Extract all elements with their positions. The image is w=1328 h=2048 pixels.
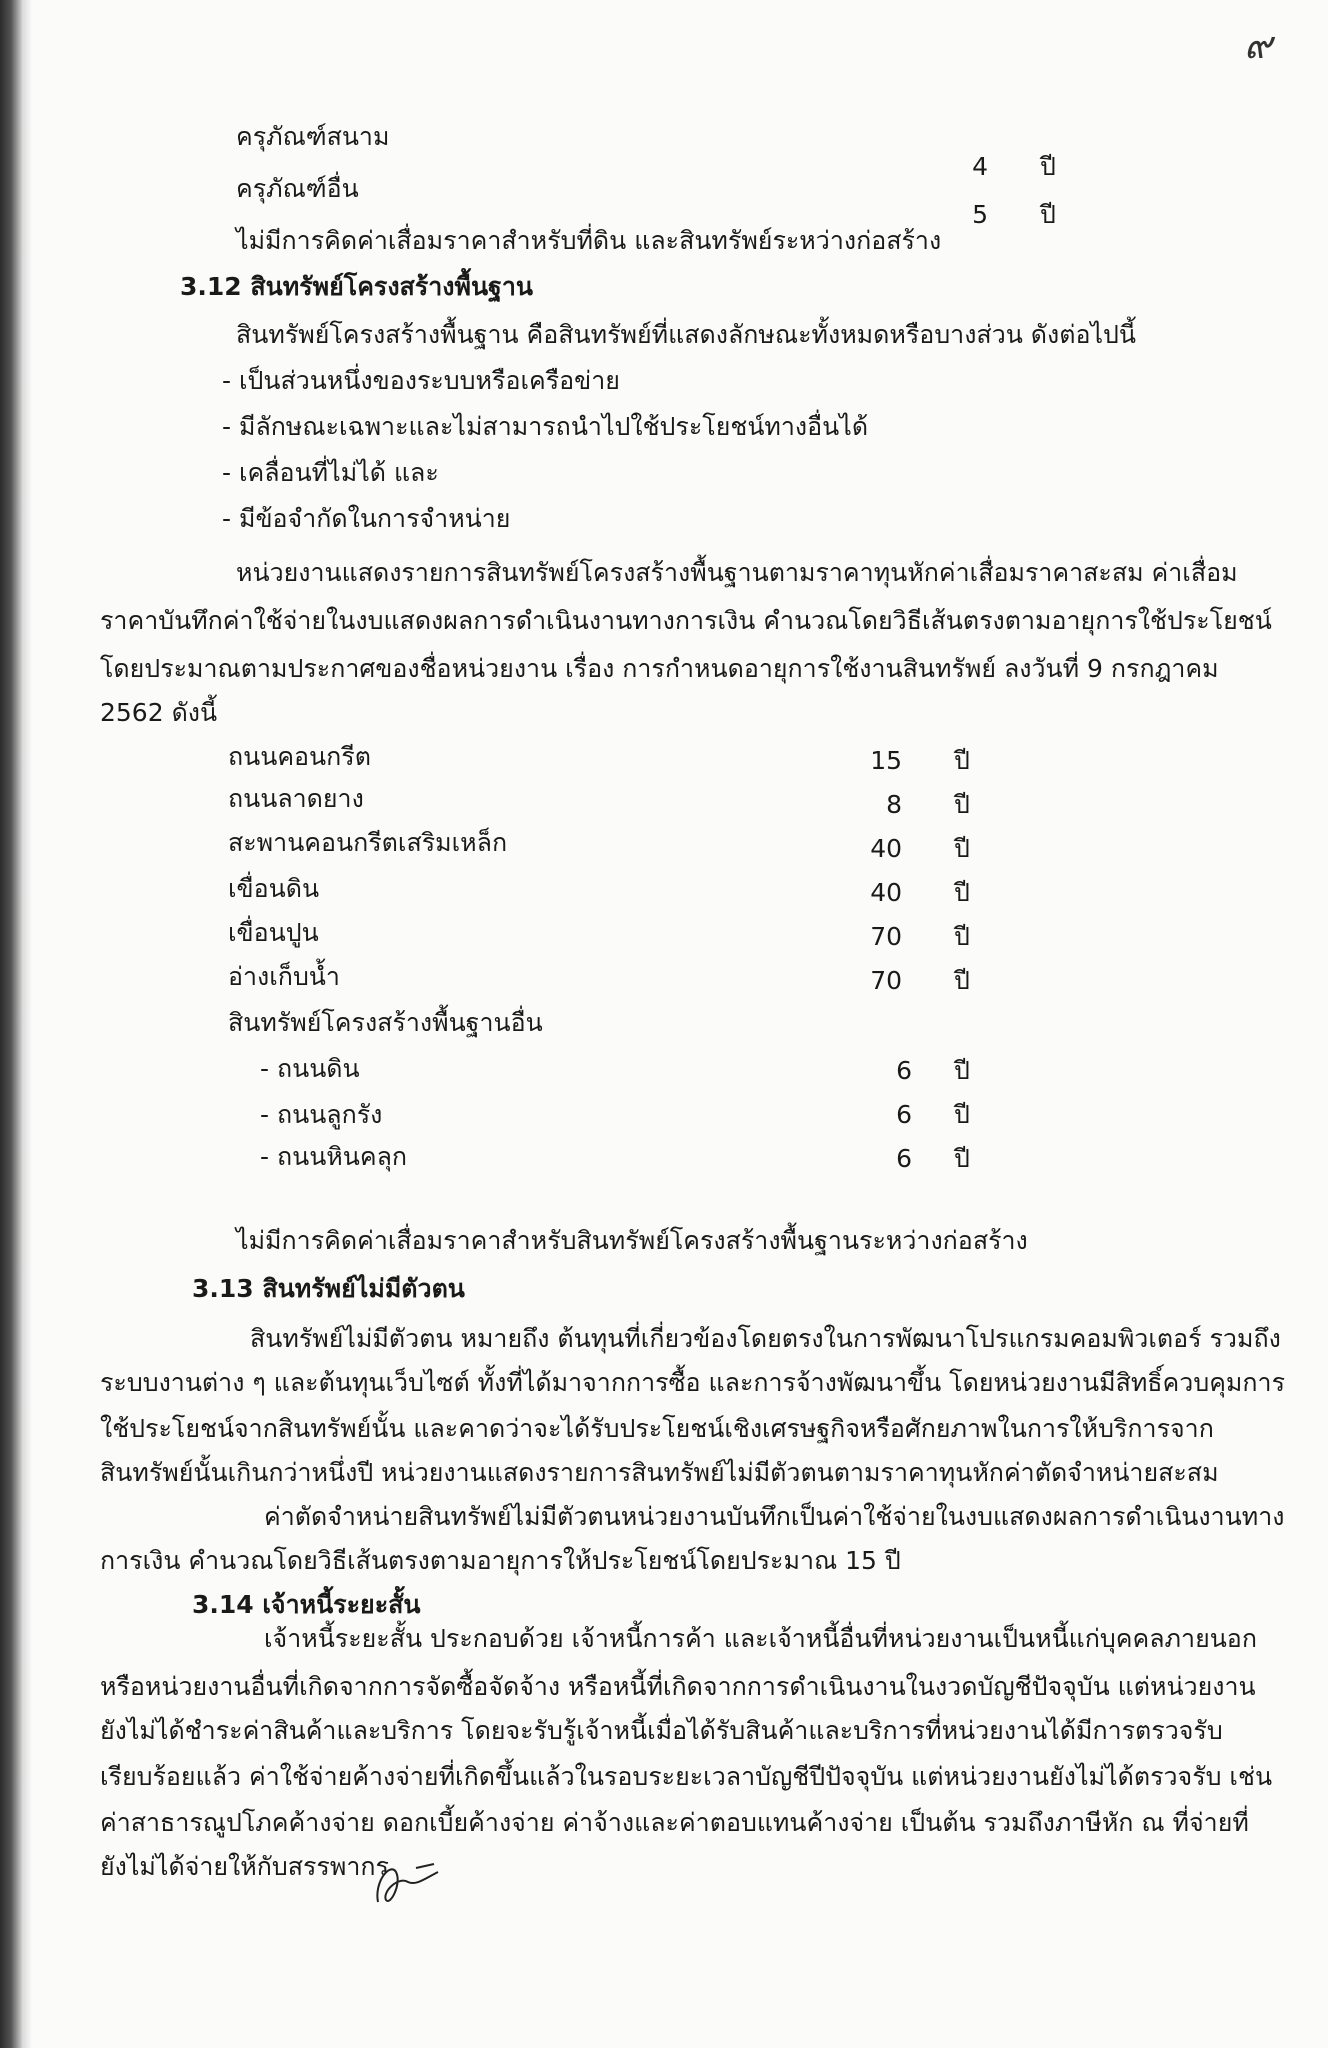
infra-label: ถนนคอนกรีต (228, 742, 371, 771)
life-value: 4 (972, 152, 988, 181)
infra-label: อ่างเก็บน้ำ (228, 962, 340, 991)
infra-unit: ปี (954, 1056, 970, 1085)
infra-unit: ปี (954, 790, 970, 819)
infra-value: 40 (870, 878, 902, 907)
bullet-line: - มีข้อจำกัดในการจำหน่าย (222, 504, 511, 533)
text-line: ยังไม่ได้จ่ายให้กับสรรพากร (100, 1852, 389, 1881)
text-line: ใช้ประโยชน์จากสินทรัพย์นั้น และคาดว่าจะได้รับประโยชน์เชิงเศรษฐกิจหรือศักยภาพในการให้บริการจาก (100, 1414, 1214, 1443)
infra-value: 70 (870, 966, 902, 995)
infra-value: 6 (896, 1144, 912, 1173)
infra-unit: ปี (954, 1144, 970, 1173)
scan-shadow-fade (22, 0, 32, 2048)
section-heading: 3.12 สินทรัพย์โครงสร้างพื้นฐาน (180, 272, 533, 301)
infra-value: 70 (870, 922, 902, 951)
infra-unit: ปี (954, 746, 970, 775)
text-line: หน่วยงานแสดงรายการสินทรัพย์โครงสร้างพื้นฐานตามราคาทุนหักค่าเสื่อมราคาสะสม ค่าเสื่อม (236, 558, 1238, 587)
text-line: เรียบร้อยแล้ว ค่าใช้จ่ายค้างจ่ายที่เกิดขึ้นแล้วในรอบระยะเวลาบัญชีปีปัจจุบัน แต่หน่วยงานยังไม่ได้ตรวจรับ เช่น (100, 1762, 1273, 1791)
page-number: ๙ (1244, 23, 1272, 67)
text-line: ไม่มีการคิดค่าเสื่อมราคาสำหรับสินทรัพย์โครงสร้างพื้นฐานระหว่างก่อสร้าง (236, 1226, 1028, 1255)
bullet-line: - เคลื่อนที่ไม่ได้ และ (222, 458, 439, 487)
bullet-line: - เป็นส่วนหนึ่งของระบบหรือเครือข่าย (222, 366, 620, 395)
text-line: การเงิน คำนวณโดยวิธีเส้นตรงตามอายุการให้ประโยชน์โดยประมาณ 15 ปี (100, 1546, 901, 1575)
text-line: ค่าสาธารณูปโภคค้างจ่าย ดอกเบี้ยค้างจ่าย ค่าจ้างและค่าตอบแทนค้างจ่าย เป็นต้น รวมถึงภาษีหัก ณ ที่จ่ายที่ (100, 1808, 1249, 1837)
infra-label: - ถนนดิน (260, 1054, 360, 1083)
text-line: ระบบงานต่าง ๆ และต้นทุนเว็บไซต์ ทั้งที่ได้มาจากการซื้อ และการจ้างพัฒนาขึ้น โดยหน่วยงานมีสิทธิ์ควบคุมการ (100, 1368, 1285, 1397)
text-line: ไม่มีการคิดค่าเสื่อมราคาสำหรับที่ดิน และสินทรัพย์ระหว่างก่อสร้าง (236, 226, 942, 255)
text-line: หรือหน่วยงานอื่นที่เกิดจากการจัดซื้อจัดจ้าง หรือหนี้ที่เกิดจากการดำเนินงานในงวดบัญชีปัจจุบัน แต่หน่วยงาน (100, 1672, 1256, 1701)
scan-shadow (0, 0, 22, 2048)
text-line: ราคาบันทึกค่าใช้จ่ายในงบแสดงผลการดำเนินงานทางการเงิน คำนวณโดยวิธีเส้นตรงตามอายุการใช้ประโยชน์ (100, 606, 1272, 635)
infra-unit: ปี (954, 834, 970, 863)
text-line: สินทรัพย์โครงสร้างพื้นฐาน คือสินทรัพย์ที่แสดงลักษณะทั้งหมดหรือบางส่วน ดังต่อไปนี้ (236, 320, 1136, 349)
infra-label: - ถนนหินคลุก (260, 1142, 408, 1171)
infra-unit: ปี (954, 1100, 970, 1129)
infra-value: 15 (870, 746, 902, 775)
text-line: โดยประมาณตามประกาศของชื่อหน่วยงาน เรื่อง การกำหนดอายุการใช้งานสินทรัพย์ ลงวันที่ 9 กรกฎาคม (100, 654, 1219, 683)
text-line: ยังไม่ได้ชำระค่าสินค้าและบริการ โดยจะรับรู้เจ้าหนี้เมื่อได้รับสินค้าและบริการที่หน่วยงานได้มีการตรวจรับ (100, 1716, 1223, 1745)
text-line: ค่าตัดจำหน่ายสินทรัพย์ไม่มีตัวตนหน่วยงานบันทึกเป็นค่าใช้จ่ายในงบแสดงผลการดำเนินงานทาง (264, 1502, 1285, 1531)
infra-label: - ถนนลูกรัง (260, 1100, 383, 1129)
signature-mark (368, 1842, 448, 1912)
infra-label: เขื่อนปูน (228, 918, 319, 947)
bullet-line: - มีลักษณะเฉพาะและไม่สามารถนำไปใช้ประโยชน์ทางอื่นได้ (222, 412, 869, 441)
life-value: 5 (972, 200, 988, 229)
section-heading: 3.14 เจ้าหนี้ระยะสั้น (192, 1590, 421, 1619)
infra-unit: ปี (954, 966, 970, 995)
section-heading: 3.13 สินทรัพย์ไม่มีตัวตน (192, 1274, 465, 1303)
infra-value: 6 (896, 1100, 912, 1129)
text-line: ครุภัณฑ์อื่น (236, 174, 359, 203)
infra-label: เขื่อนดิน (228, 874, 320, 903)
infra-unit: ปี (954, 878, 970, 907)
infra-label: สินทรัพย์โครงสร้างพื้นฐานอื่น (228, 1008, 543, 1037)
life-unit: ปี (1040, 200, 1056, 229)
infra-value: 8 (886, 790, 902, 819)
text-line: สินทรัพย์นั้นเกินกว่าหนึ่งปี หน่วยงานแสดงรายการสินทรัพย์ไม่มีตัวตนตามราคาทุนหักค่าตัดจำหน่ายสะสม (100, 1458, 1219, 1487)
infra-label: สะพานคอนกรีตเสริมเหล็ก (228, 828, 508, 857)
infra-label: ถนนลาดยาง (228, 784, 364, 813)
text-line: เจ้าหนี้ระยะสั้น ประกอบด้วย เจ้าหนี้การค้า และเจ้าหนี้อื่นที่หน่วยงานเป็นหนี้แก่บุคคลภายนอก (264, 1624, 1257, 1653)
infra-unit: ปี (954, 922, 970, 951)
text-line: สินทรัพย์ไม่มีตัวตน หมายถึง ต้นทุนที่เกี่ยวข้องโดยตรงในการพัฒนาโปรแกรมคอมพิวเตอร์ รวมถึง (250, 1324, 1281, 1353)
infra-value: 40 (870, 834, 902, 863)
text-line: 2562 ดังนี้ (100, 698, 218, 727)
life-unit: ปี (1040, 152, 1056, 181)
text-line: ครุภัณฑ์สนาม (236, 122, 390, 151)
infra-value: 6 (896, 1056, 912, 1085)
